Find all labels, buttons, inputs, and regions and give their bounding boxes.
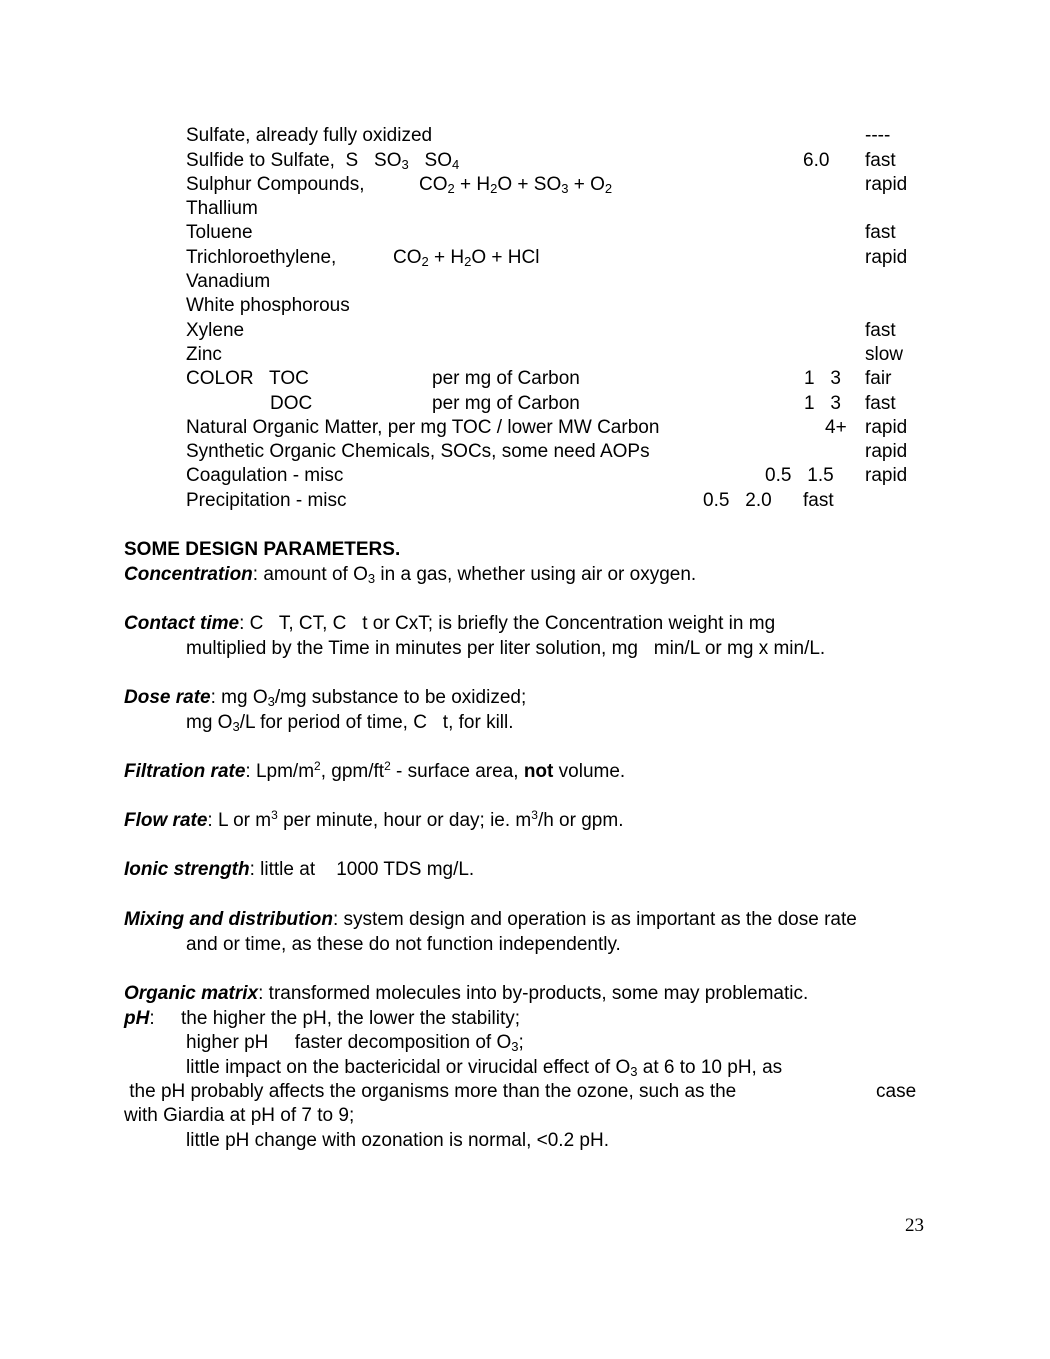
row-whitep-name: White phosphorous xyxy=(186,295,350,316)
row-sulphur-rate: rapid xyxy=(865,174,908,195)
ph-line-4-end: case xyxy=(876,1081,917,1102)
row-tce-rate: rapid xyxy=(865,247,908,268)
row-tce-formula: $CO_2 + H_2O$ + HCl xyxy=(393,247,540,269)
filtration-para: Filtration rate: Lpm/$m^2$, gpm/$ft^2$ - surface area, not volume. xyxy=(124,759,626,782)
row-precip-rate: fast xyxy=(803,490,834,511)
row-toluene-name: Toluene xyxy=(186,222,253,243)
concentration-para: Concentration: amount of $O_3$ in a gas, whether using air or oxygen. xyxy=(124,564,697,586)
row-sulphur-formula: $CO_2 + H_2O + SO_3 + O_2$ xyxy=(419,174,613,196)
row-coag-rate: rapid xyxy=(865,465,908,486)
ph-line-6: little pH change with ozonation is normal, <0.2 pH. xyxy=(186,1130,609,1151)
organic-para: Organic matrix: transformed molecules into by-products, some may problematic. xyxy=(124,983,809,1004)
row-xylene-name: Xylene xyxy=(186,320,245,341)
ph-para: pH: the higher the pH, the lower the stability; xyxy=(124,1008,521,1029)
contact-para-cont: multiplied by the Time in minutes per liter solution, mg min/L or mg x min/L. xyxy=(186,638,826,659)
row-xylene-rate: fast xyxy=(865,320,896,341)
row-sulfide: Sulfide to Sulfate, S $SO_3$ $SO_4$ xyxy=(186,150,460,172)
row-sulfate-name: Sulfate, already fully oxidized xyxy=(186,125,433,146)
row-thallium-name: Thallium xyxy=(186,198,258,219)
row-doc-rate: fast xyxy=(865,393,896,414)
ph-line-2: higher pH faster decomposition of $O_3$; xyxy=(186,1032,524,1054)
row-soc-rate: rapid xyxy=(865,441,908,462)
row-nom-rate: rapid xyxy=(865,417,908,438)
row-color-toc-rate: fair xyxy=(865,368,892,389)
row-soc-name: Synthetic Organic Chemicals, SOCs, some need AOPs xyxy=(186,441,650,462)
section-heading: SOME DESIGN PARAMETERS. xyxy=(124,539,401,560)
row-nom-name: Natural Organic Matter, per mg TOC / lower MW Carbon xyxy=(186,417,660,438)
row-zinc-name: Zinc xyxy=(186,344,222,365)
row-toluene-rate: fast xyxy=(865,222,896,243)
row-doc-name: DOC xyxy=(270,393,313,414)
mixing-para: Mixing and distribution: system design and operation is as important as the dose rate xyxy=(124,909,857,930)
row-vanadium-name: Vanadium xyxy=(186,271,271,292)
row-sulfide-value: 6.0 xyxy=(803,150,830,171)
ph-line-5: with Giardia at pH of 7 to 9; xyxy=(124,1105,355,1126)
page-number: 23 xyxy=(905,1215,924,1236)
dose-para: Dose rate: mg $O_3/mg$ substance to be oxidized; xyxy=(124,687,527,709)
ph-line-3: little impact on the bactericidal or virucidal effect of $O_3$ at 6 to 10 pH, as xyxy=(186,1057,783,1079)
row-sulfate-rate: ---- xyxy=(865,125,891,146)
row-tce-name: Trichloroethylene, xyxy=(186,247,337,268)
row-sulfide-rate: fast xyxy=(865,150,896,171)
row-zinc-rate: slow xyxy=(865,344,904,365)
row-precip-name: Precipitation - misc xyxy=(186,490,347,511)
ph-line-4: the pH probably affects the organisms more than the ozone, such as the xyxy=(124,1081,737,1102)
row-color-toc-name: COLOR TOC xyxy=(186,368,309,389)
row-color-toc-note: per mg of Carbon xyxy=(432,368,580,389)
row-coag-value: 0.5 1.5 xyxy=(765,465,834,486)
row-sulphur-name: Sulphur Compounds, xyxy=(186,174,365,195)
row-coag-name: Coagulation - misc xyxy=(186,465,344,486)
mixing-para-cont: and or time, as these do not function independently. xyxy=(186,934,621,955)
row-doc-note: per mg of Carbon xyxy=(432,393,580,414)
flow-para: Flow rate: L or $m^3$ per minute, hour or day; ie. $m^3/h$ or gpm. xyxy=(124,808,624,831)
ionic-para: Ionic strength: little at 1000 TDS mg/L. xyxy=(124,859,475,880)
dose-para-cont: mg $O_3/L$ for period of time, C t, for kill. xyxy=(186,712,514,734)
contact-para: Contact time: C T, CT, C t or CxT; is briefly the Concentration weight in mg xyxy=(124,613,776,634)
row-precip-value: 0.5 2.0 xyxy=(703,490,772,511)
row-color-toc-value: 1 3 xyxy=(804,368,841,389)
row-doc-value: 1 3 xyxy=(804,393,841,414)
row-nom-value: 4+ xyxy=(825,417,847,438)
